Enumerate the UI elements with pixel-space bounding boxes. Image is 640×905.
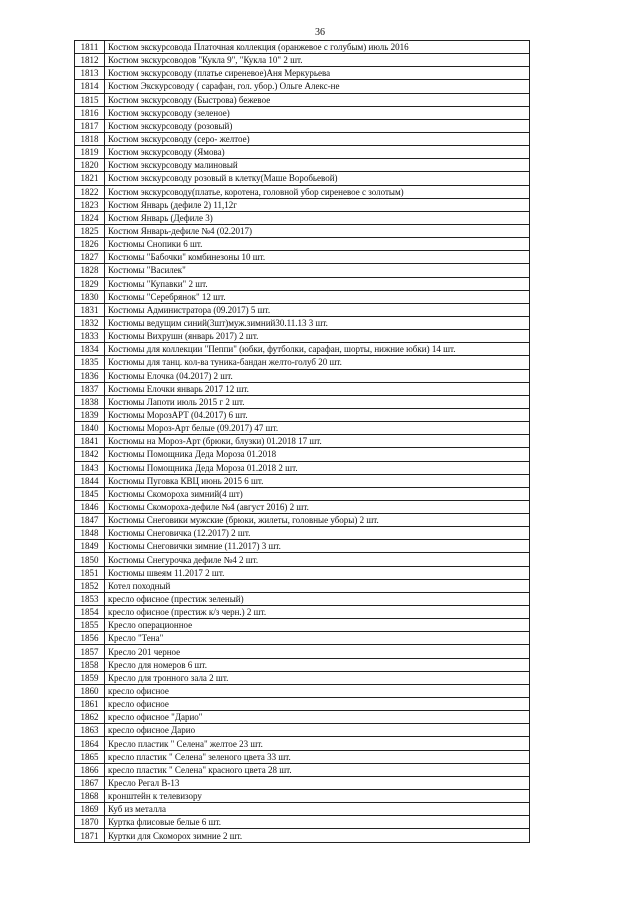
table-row [75,487,530,500]
row-number: 1842 [75,448,105,461]
item-name: Костюмы Снеговики мужские (брюки, жилеты, головные уборы) 2 шт. [105,514,530,527]
table-row [75,448,530,461]
row-number: 1814 [75,80,105,93]
row-number: 1840 [75,422,105,435]
item-name: Костюмы Мороз-Арт белые (09.2017) 47 шт. [105,422,530,435]
table-row [75,330,530,343]
item-name: Костюм экскурсоводу малиновый [105,159,530,172]
table-row [75,106,530,119]
row-number: 1870 [75,816,105,829]
row-number: 1849 [75,540,105,553]
row-number: 1843 [75,461,105,474]
item-name: Костюмы Елочки январь 2017 12 шт. [105,382,530,395]
row-number: 1865 [75,750,105,763]
table-row [75,316,530,329]
item-name: Костюм экскурсоводу (Ямова) [105,146,530,159]
row-number: 1852 [75,579,105,592]
row-number: 1836 [75,369,105,382]
table-row [75,592,530,605]
row-number: 1811 [75,41,105,54]
item-name: Костюмы "Бабочки" комбинезоны 10 шт. [105,251,530,264]
item-name: Кресло для тронного зала 2 шт. [105,671,530,684]
table-row [75,422,530,435]
item-name: Куртки для Скоморох зимние 2 шт. [105,829,530,842]
row-number: 1818 [75,132,105,145]
table-row [75,776,530,789]
table-row [75,211,530,224]
row-number: 1837 [75,382,105,395]
table-row [75,619,530,632]
table-row [75,527,530,540]
table-row [75,119,530,132]
item-name: Костюм экскурсоводу (зеленое) [105,106,530,119]
row-number: 1846 [75,500,105,513]
row-number: 1867 [75,776,105,789]
item-name: Костюмы Помощника Деда Мороза 01.2018 2 шт. [105,461,530,474]
table-row [75,829,530,842]
item-name: Костюмы Снеговичка (12.2017) 2 шт. [105,527,530,540]
table-row [75,382,530,395]
row-number: 1816 [75,106,105,119]
table-row [75,356,530,369]
item-name: кресло офисное "Дарио" [105,711,530,724]
table-row [75,461,530,474]
row-number: 1833 [75,330,105,343]
table-row [75,658,530,671]
item-name: Костюм экскурсоводов "Кукла 9", "Кукла 10" 2 шт. [105,54,530,67]
inventory-rows [75,41,530,843]
row-number: 1853 [75,592,105,605]
row-number: 1824 [75,211,105,224]
table-row [75,711,530,724]
table-row [75,645,530,658]
row-number: 1817 [75,119,105,132]
row-number: 1826 [75,238,105,251]
item-name: Костюмы "Купавки" 2 шт. [105,277,530,290]
row-number: 1839 [75,408,105,421]
item-name: Кресло пластик " Селена" желтое 23 шт. [105,737,530,750]
table-row [75,238,530,251]
row-number: 1847 [75,514,105,527]
row-number: 1856 [75,632,105,645]
item-name: Костюмы "Серебрянок" 12 шт. [105,290,530,303]
table-row [75,671,530,684]
row-number: 1823 [75,198,105,211]
table-row [75,303,530,316]
row-number: 1871 [75,829,105,842]
row-number: 1862 [75,711,105,724]
row-number: 1822 [75,185,105,198]
table-row [75,632,530,645]
table-row [75,277,530,290]
table-row [75,684,530,697]
item-name: Костюм экскурсоводу розовый в клетку(Маше Воробьевой) [105,172,530,185]
item-name: Костюмы Снегурочка дефиле №4 2 шт. [105,553,530,566]
table-row [75,93,530,106]
item-name: Костюм экскурсовода Платочная коллекция (оранжевое с голубым) июль 2016 [105,41,530,54]
item-name: Костюмы "Василек" [105,264,530,277]
item-name: кресло офисное (престиж зеленый) [105,592,530,605]
item-name: Куб из металла [105,803,530,816]
row-number: 1855 [75,619,105,632]
row-number: 1859 [75,671,105,684]
table-row [75,606,530,619]
row-number: 1845 [75,487,105,500]
item-name: Костюм экскурсоводу (серо- желтое) [105,132,530,145]
row-number: 1864 [75,737,105,750]
row-number: 1861 [75,698,105,711]
row-number: 1850 [75,553,105,566]
table-row [75,395,530,408]
item-name: Костюмы МорозАРТ (04.2017) 6 шт. [105,408,530,421]
item-name: кресло пластик " Селена" красного цвета 28 шт. [105,763,530,776]
item-name: Куртка флисовые белые 6 шт. [105,816,530,829]
item-name: Котел походный [105,579,530,592]
item-name: кронштейн к телевизору [105,790,530,803]
table-row [75,724,530,737]
item-name: Костюмы на Мороз-Арт (брюки, блузки) 01.2018 17 шт. [105,435,530,448]
row-number: 1827 [75,251,105,264]
item-name: Костюмы Скомороха зимний(4 шт) [105,487,530,500]
row-number: 1812 [75,54,105,67]
table-row [75,698,530,711]
item-name: Костюм Январь (Дефиле 3) [105,211,530,224]
item-name: кресло офисное Дарио [105,724,530,737]
item-name: Костюмы Вихрушн (январь 2017) 2 шт. [105,330,530,343]
row-number: 1854 [75,606,105,619]
table-row [75,579,530,592]
item-name: Костюмы швеям 11.2017 2 шт. [105,566,530,579]
item-name: Костюмы Елочка (04.2017) 2 шт. [105,369,530,382]
row-number: 1830 [75,290,105,303]
item-name: Костюм Экскурсоводу ( сарафан, гол. убор.) Ольге Алекс-не [105,80,530,93]
table-row [75,198,530,211]
table-row [75,159,530,172]
table-row [75,54,530,67]
row-number: 1821 [75,172,105,185]
row-number: 1815 [75,93,105,106]
table-row [75,185,530,198]
row-number: 1820 [75,159,105,172]
table-row [75,132,530,145]
page-number: 36 [315,27,325,38]
item-name: Костюм экскурсоводу(платье, коротена, головной убор сиреневое с золотым) [105,185,530,198]
item-name: Костюмы Снеговички зимние (11.2017) 3 шт. [105,540,530,553]
table-row [75,172,530,185]
table-row [75,146,530,159]
item-name: Костюмы Снопики 6 шт. [105,238,530,251]
row-number: 1848 [75,527,105,540]
table-row [75,435,530,448]
item-name: Костюмы ведущим синий(3шт)муж.зимний30.11.13 3 шт. [105,316,530,329]
table-row [75,41,530,54]
item-name: Костюм экскурсоводу (Быстрова) бежевое [105,93,530,106]
item-name: Кресло 201 черное [105,645,530,658]
row-number: 1828 [75,264,105,277]
item-name: Кресло Регал В-13 [105,776,530,789]
item-name: кресло пластик " Селена" зеленого цвета 33 шт. [105,750,530,763]
row-number: 1813 [75,67,105,80]
row-number: 1844 [75,474,105,487]
table-row [75,514,530,527]
row-number: 1834 [75,343,105,356]
item-name: кресло офисное (престиж к/з черн.) 2 шт. [105,606,530,619]
row-number: 1858 [75,658,105,671]
table-row [75,80,530,93]
item-name: кресло офисное [105,698,530,711]
row-number: 1838 [75,395,105,408]
table-row [75,290,530,303]
row-number: 1868 [75,790,105,803]
table-row [75,763,530,776]
row-number: 1829 [75,277,105,290]
row-number: 1851 [75,566,105,579]
table-row [75,566,530,579]
item-name: Кресло для номеров 6 шт. [105,658,530,671]
table-row [75,408,530,421]
table-row [75,369,530,382]
item-name: Костюмы для коллекции "Пеппи" (юбки, футболки, сарафан, шорты, нижние юбки) 14 шт. [105,343,530,356]
table-row [75,750,530,763]
inventory-table [74,40,530,843]
row-number: 1835 [75,356,105,369]
item-name: Костюм экскурсоводу (розовый) [105,119,530,132]
table-row [75,816,530,829]
item-name: Костюмы Администратора (09.2017) 5 шт. [105,303,530,316]
table-row [75,737,530,750]
item-name: Кресло "Тена" [105,632,530,645]
item-name: Костюмы Скомороха-дефиле №4 (август 2016) 2 шт. [105,500,530,513]
row-number: 1831 [75,303,105,316]
item-name: Костюмы для танц. кол-ва туника-бандан желто-голуб 20 шт. [105,356,530,369]
table-row [75,474,530,487]
table-row [75,264,530,277]
row-number: 1819 [75,146,105,159]
item-name: Костюм экскурсоводу (платье сиреневое)Аня Меркурьева [105,67,530,80]
row-number: 1863 [75,724,105,737]
item-name: Костюм Январь (дефиле 2) 11,12г [105,198,530,211]
table-row [75,500,530,513]
table-row [75,790,530,803]
row-number: 1841 [75,435,105,448]
item-name: Кресло операционное [105,619,530,632]
table-row [75,224,530,237]
row-number: 1825 [75,224,105,237]
row-number: 1869 [75,803,105,816]
item-name: Костюмы Помощника Деда Мороза 01.2018 [105,448,530,461]
item-name: Костюмы Пуговка КВЦ июнь 2015 6 шт. [105,474,530,487]
table-row [75,540,530,553]
item-name: Костюмы Лапоти июль 2015 г 2 шт. [105,395,530,408]
row-number: 1866 [75,763,105,776]
item-name: Костюм Январь-дефиле №4 (02.2017) [105,224,530,237]
table-row [75,343,530,356]
table-row [75,803,530,816]
row-number: 1860 [75,684,105,697]
row-number: 1857 [75,645,105,658]
table-row [75,67,530,80]
item-name: кресло офисное [105,684,530,697]
table-row [75,251,530,264]
row-number: 1832 [75,316,105,329]
table-row [75,553,530,566]
